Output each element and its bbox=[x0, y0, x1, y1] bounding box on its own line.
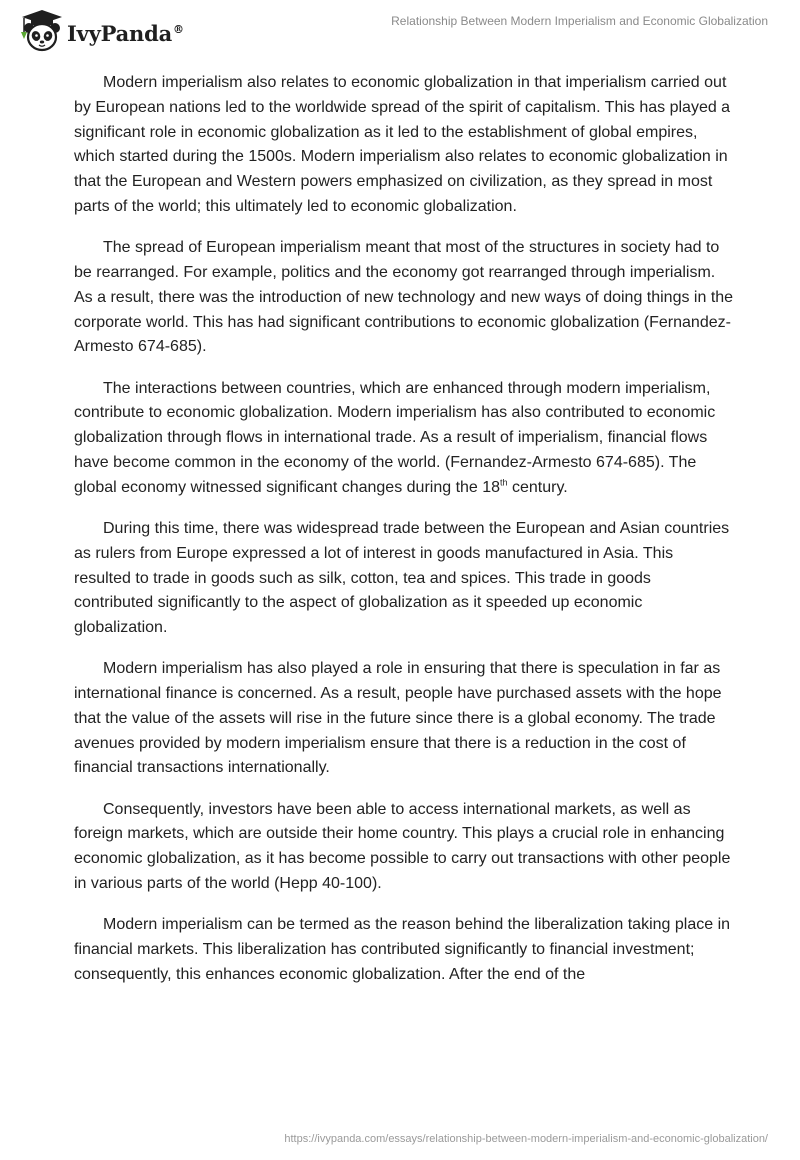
page-header bbox=[0, 0, 800, 60]
logo-wordmark: IvyPanda® bbox=[67, 20, 184, 46]
ivypanda-logo[interactable] bbox=[16, 8, 184, 54]
paragraph: Modern imperialism also relates to economic globalization in that imperialism carried out by European nations led to the worldwide spread of the spirit of capitalism. This has played a significant role in economic globalization as it led to the establishment of global empires, which started during the 1500s. Modern imperialism also relates to economic globalization in that the European and Western powers emphasized on civilization, as they spread in most parts of the world; this ultimately led to economic globalization. bbox=[74, 74, 731, 215]
paragraph: The spread of European imperialism meant that most of the structures in society had to be rearranged. For example, politics and the economy got rearranged through imperialism. As a result, there was the introduction of new technology and new ways of doing things in the corporate world. This has had significant contributions to economic globalization (Fernandez-Armesto 674-685). bbox=[74, 239, 734, 356]
ordinal-suffix: th bbox=[500, 477, 508, 488]
paragraph: Modern imperialism has also played a role in ensuring that there is speculation in far as international finance is concerned. As a result, people have purchased assets with the hope that the value of the assets will rise in the future since there is a global economy. The trade avenues provided by modern imperialism ensure that there is a reduction in the cost of financial transactions internationally. bbox=[74, 660, 722, 777]
paragraph: During this time, there was widespread trade between the European and Asian countries as rulers from Europe expressed a lot of interest in goods manufactured in Asia. This resulted to trade in goods such as silk, cotton, tea and spices. This trade in goods contributed significantly to the aspect of globalization as it speeded up economic globalization. bbox=[74, 519, 730, 637]
essay-body bbox=[74, 71, 734, 1004]
paragraph: Consequently, investors have been able to access international markets, as well as foreign markets, which are outside their home country. This plays a crucial role in enhancing economic globalization, as it has become possible to carry out transactions with other people in various parts of the world (Hepp 40-100). bbox=[74, 800, 731, 893]
paragraph: Modern imperialism can be termed as the reason behind the liberalization taking place in financial markets. This liberalization has contributed significantly to financial investment; consequently, this enhances economic globalization. After the end of the bbox=[74, 916, 731, 983]
panda-graduate-icon bbox=[16, 8, 64, 54]
source-url[interactable]: https://ivypanda.com/essays/relationship-between-modern-imperialism-and-economic-globalization/ bbox=[284, 1133, 768, 1145]
document-title: Relationship Between Modern Imperialism and Economic Globalization bbox=[391, 14, 768, 28]
paragraph: The interactions between countries, which are enhanced through modern imperialism, contribute to economic globalization. Modern imperialism has also contributed to economic globalization through flows in international trade. As a result of imperialism, financial flows have become common in the economy of the world. (Fernandez-Armesto 674-685). The global economy witnessed significant changes during the 18th century. bbox=[74, 379, 716, 496]
